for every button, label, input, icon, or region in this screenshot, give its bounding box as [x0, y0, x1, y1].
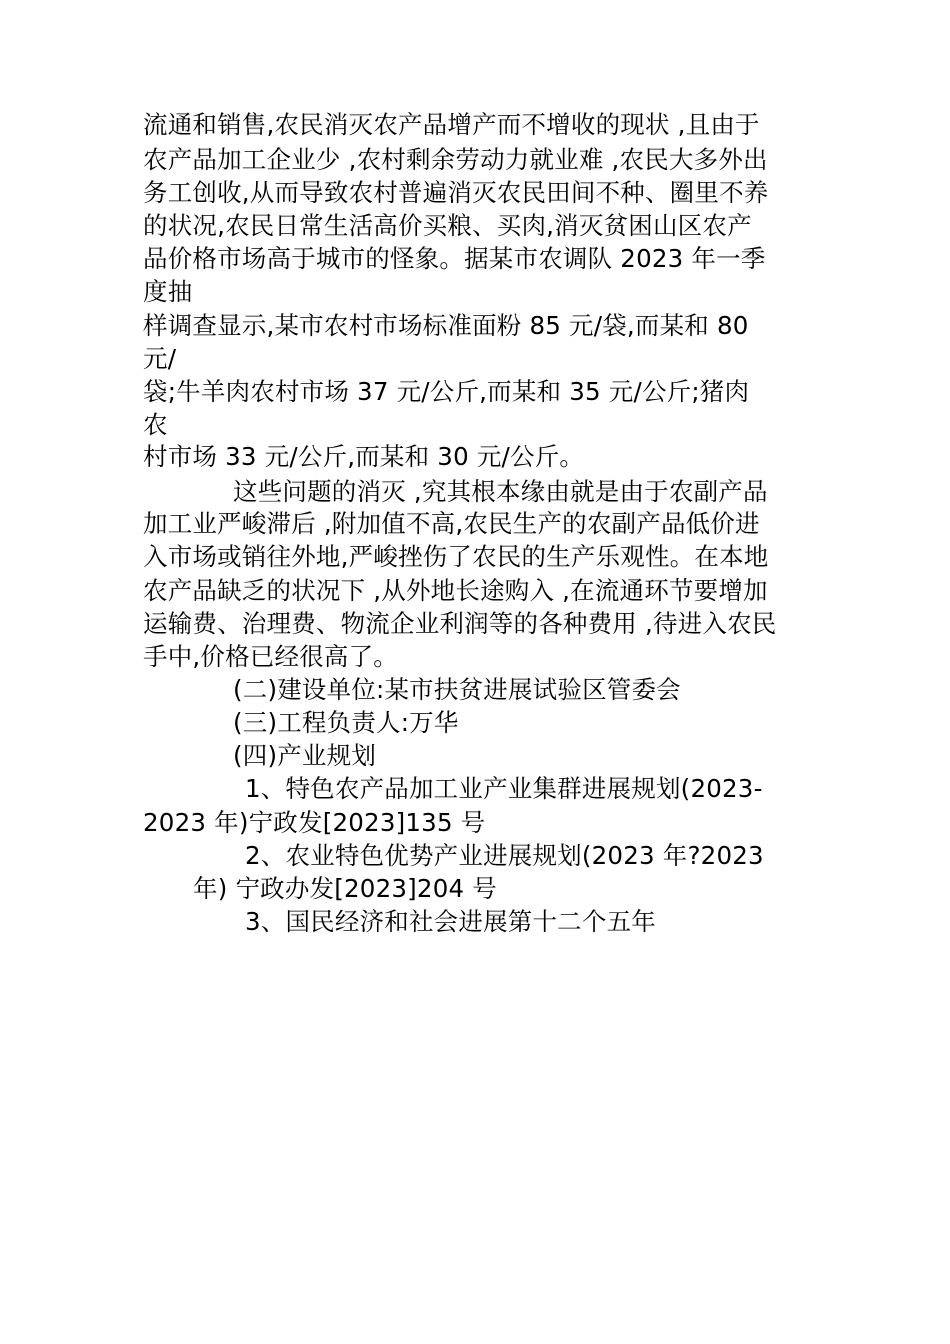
text-line: 入市场或销往外地,严峻挫伤了农民的生产乐观性。在本地 — [143, 542, 769, 571]
list-item-3: 3、国民经济和社会进展第十二个五年 — [245, 907, 656, 936]
list-item-1-cont: 2023 年)宁政发[2023]135 号 — [143, 808, 486, 837]
section-heading-manager: (三)工程负责人:万华 — [233, 708, 459, 737]
text-line: 手中,价格已经很高了。 — [143, 642, 398, 671]
text-line: 袋;牛羊肉农村市场 37 元/公斤,而某和 35 元/公斤;猪肉 — [143, 377, 750, 406]
text-line: 度抽 — [143, 277, 193, 306]
list-item-2: 2、农业特色优势产业进展规划(2023 年?2023 — [245, 841, 764, 870]
text-line: 品价格市场高于城市的怪象。据某市农调队 2023 年一季 — [143, 244, 766, 273]
text-line: 农产品缺乏的状况下 ,从外地长途购入 ,在流通环节要增加 — [143, 576, 768, 605]
text-line: 务工创收,从而导致农村普遍消灭农民田间不种、圈里不养 — [143, 178, 769, 207]
section-heading-unit: (二)建设单位:某市扶贫进展试验区管委会 — [233, 675, 681, 704]
text-line: 村市场 33 元/公斤,而某和 30 元/公斤。 — [143, 442, 585, 471]
text-line: 加工业严峻滞后 ,附加值不高,农民生产的农副产品低价进 — [143, 509, 760, 538]
text-line: 的状况,农民日常生活高价买粮、买肉,消灭贫困山区农产 — [143, 211, 752, 240]
text-line: 流通和销售,农民消灭农产品增产而不增收的现状 ,且由于 — [143, 110, 760, 139]
list-item-1: 1、特色农产品加工业产业集群进展规划(2023- — [245, 774, 763, 803]
text-line: 元/ — [143, 344, 177, 373]
paragraph-first-line: 这些问题的消灭 ,究其根本缘由就是由于农副产品 — [233, 477, 768, 506]
text-line: 农产品加工企业少 ,农村剩余劳动力就业难 ,农民大多外出 — [143, 145, 768, 174]
list-item-2-cont: 年) 宁政办发[2023]204 号 — [193, 874, 497, 903]
text-line: 运输费、治理费、物流企业利润等的各种费用 ,待进入农民 — [143, 609, 777, 638]
section-heading-planning: (四)产业规划 — [233, 741, 377, 770]
text-line: 农 — [143, 410, 168, 439]
text-line: 样调查显示,某市农村市场标准面粉 85 元/袋,而某和 80 — [143, 311, 749, 340]
